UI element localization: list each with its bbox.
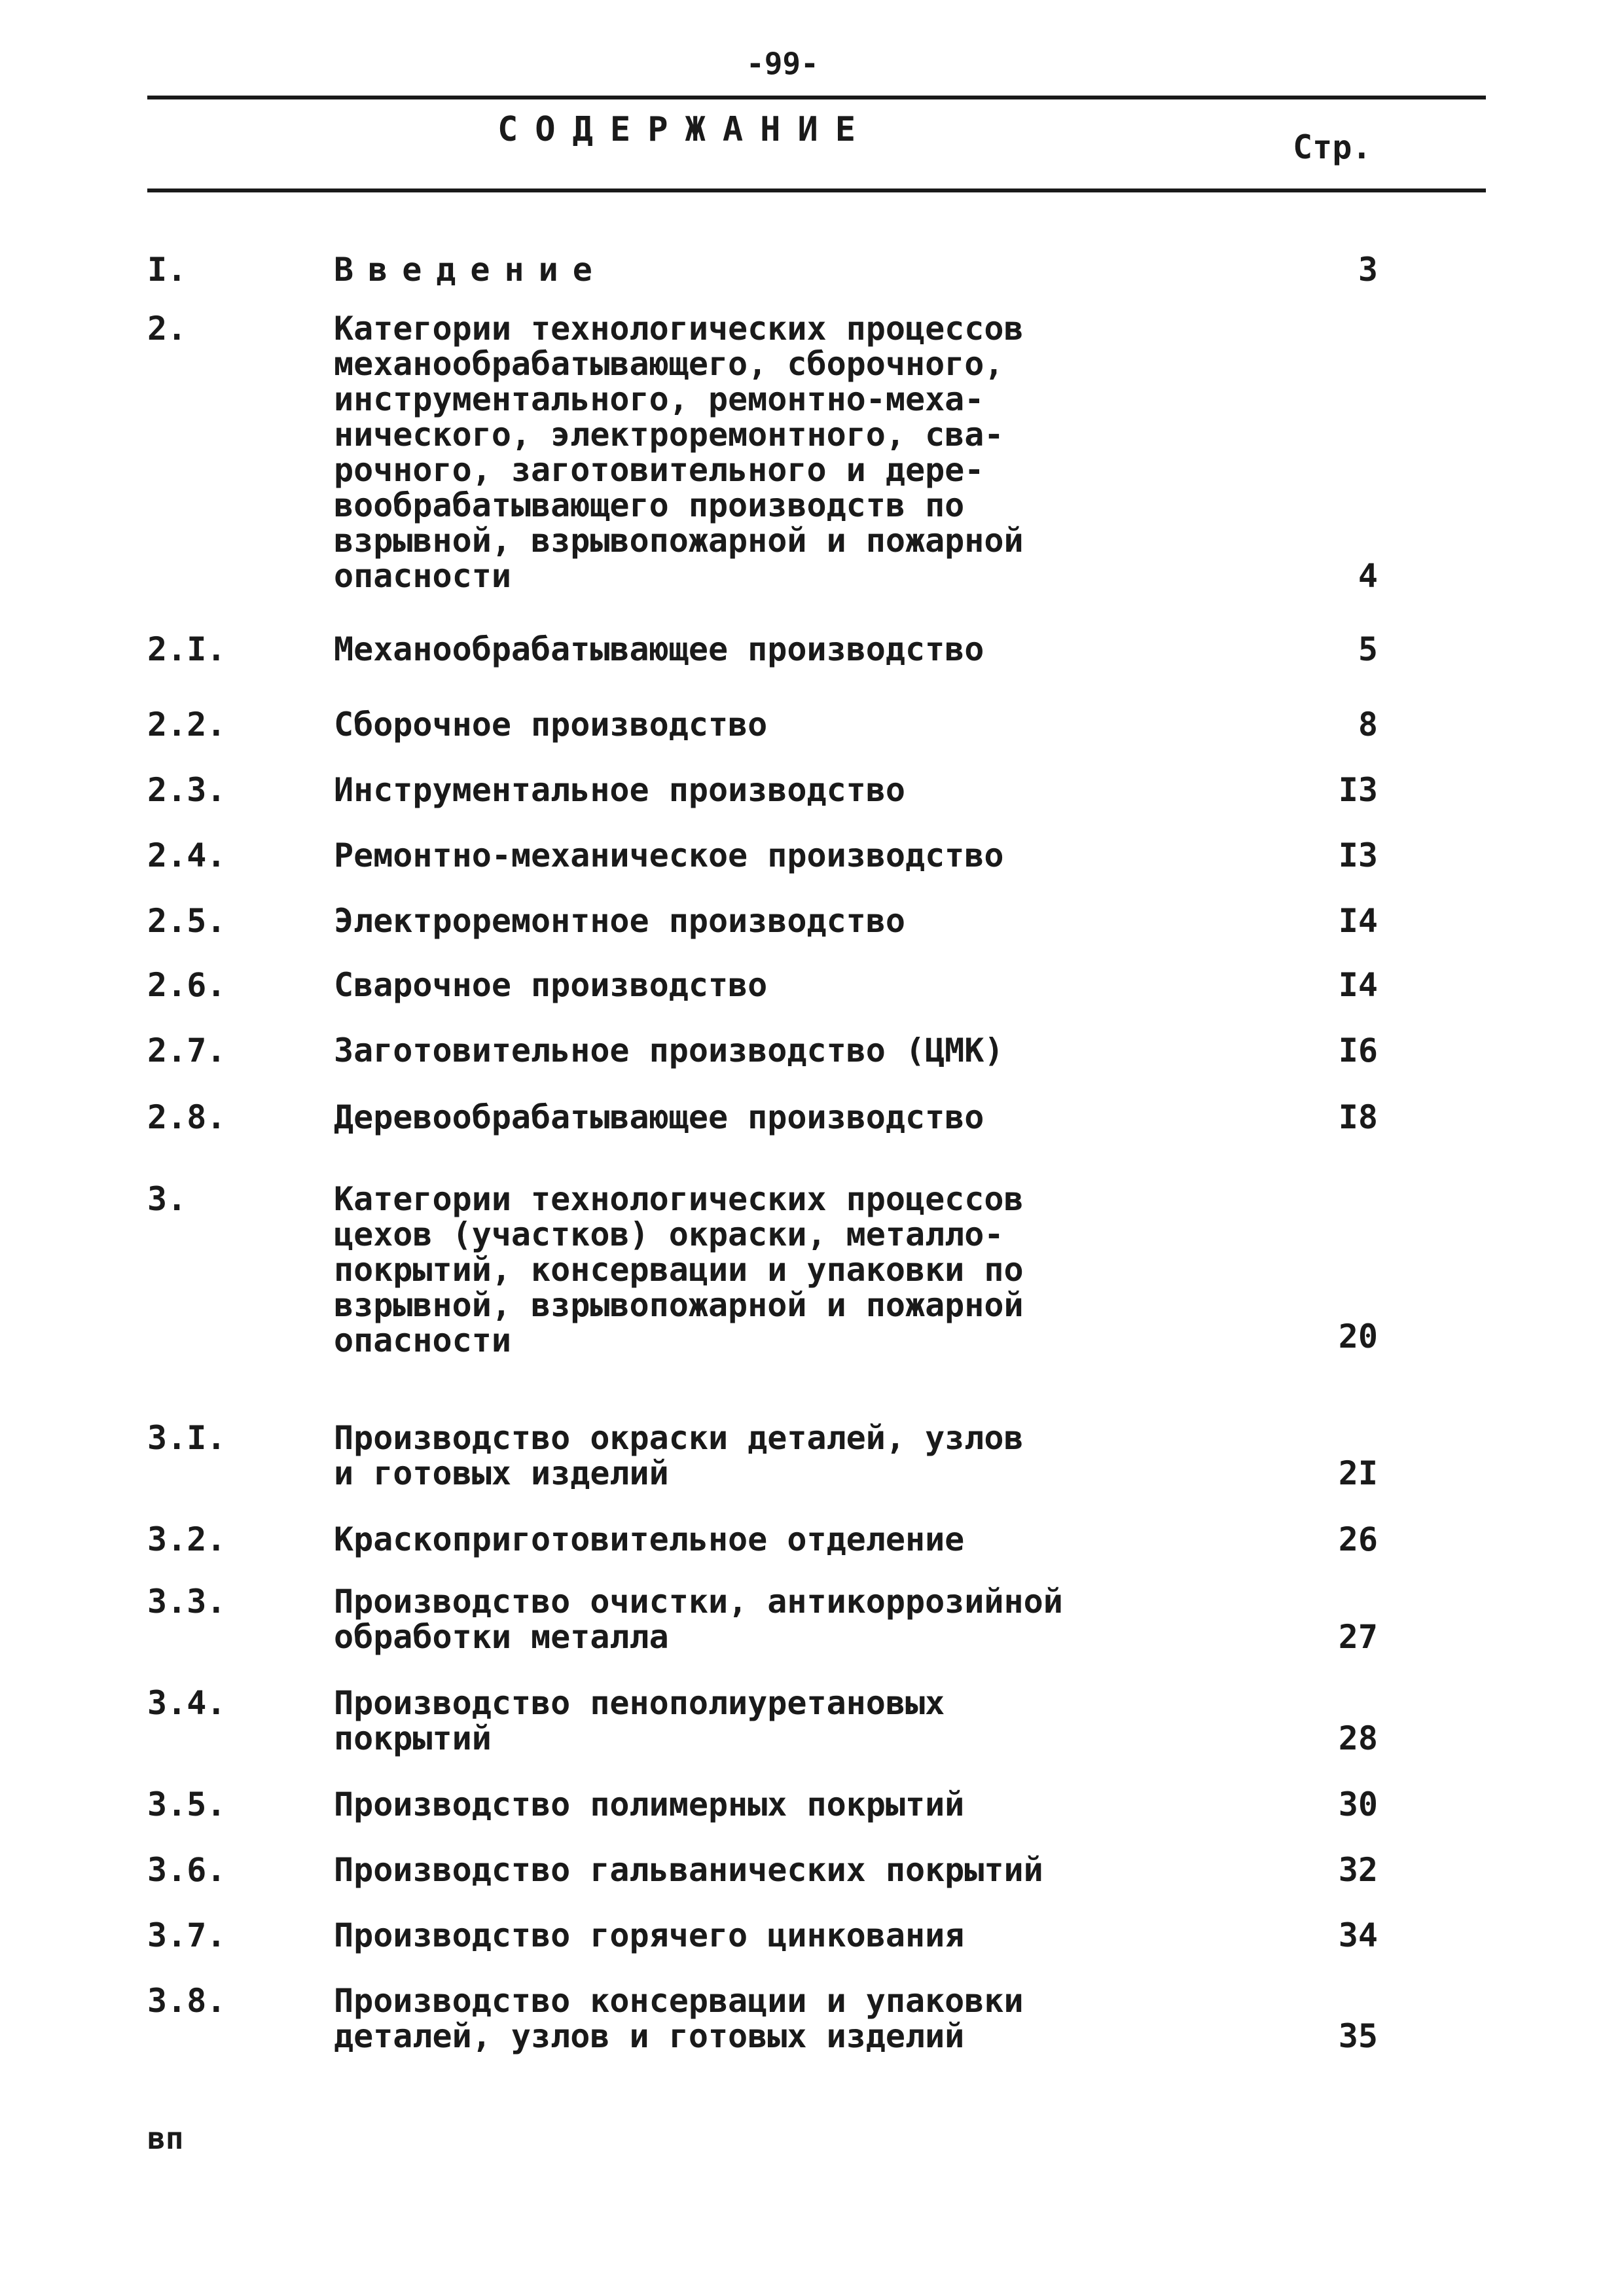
- toc-entry-page: 27: [1338, 1618, 1378, 1656]
- header-top-rule: [147, 96, 1486, 99]
- toc-entry-page: 20: [1338, 1318, 1378, 1355]
- toc-entry-page: 5: [1358, 630, 1378, 668]
- toc-entry-title: Краскоприготовительное отделение: [334, 1520, 965, 1558]
- toc-entry-number: 2.I.: [147, 630, 226, 668]
- header-bottom-rule: [147, 188, 1486, 192]
- toc-entry-title: Категории технологических процессов цехов (участков) окраски, металло- покрытий, консервации и упаковки по взрывной, взрывопожарной и пожарной опасности: [334, 1180, 1024, 1359]
- toc-entry-title: Производство окраски деталей, узлов и готовых изделий: [334, 1419, 1024, 1492]
- toc-entry-page: 32: [1338, 1851, 1378, 1889]
- toc-entry-page: I4: [1338, 966, 1378, 1004]
- toc-entry-title: Категории технологических процессов механообрабатывающего, сборочного, инструментального, ремонтно-меха- нического, электроремонтного, сва- рочного, заготовительного и дере- вообрабатывающего производств по взрывной, взрывопожарной и пожарной опасности: [334, 310, 1024, 595]
- toc-entry-number: 2.3.: [147, 771, 226, 809]
- toc-entry-number: 2.5.: [147, 902, 226, 940]
- toc-entry-title: Механообрабатывающее производство: [334, 630, 984, 668]
- toc-entry-page: 28: [1338, 1719, 1378, 1757]
- toc-entry-title: Заготовительное производство (ЦМК): [334, 1031, 1004, 1069]
- toc-entry-title: Инструментальное производство: [334, 771, 905, 809]
- toc-entry-number: 2.8.: [147, 1098, 226, 1136]
- toc-entry-number: 2.7.: [147, 1031, 226, 1069]
- toc-entry-page: 30: [1338, 1785, 1378, 1823]
- toc-entry-page: 8: [1358, 706, 1378, 744]
- toc-entry-title: Производство полимерных покрытий: [334, 1785, 965, 1823]
- toc-entry-title: Производство очистки, антикоррозийной обработки металла: [334, 1583, 1063, 1656]
- toc-entry-number: 3.6.: [147, 1851, 226, 1889]
- toc-entry-page: I3: [1338, 771, 1378, 809]
- toc-entry-number: I.: [147, 251, 187, 289]
- toc-entry-title: Производство гальванических покрытий: [334, 1851, 1043, 1889]
- page-number: -99-: [746, 46, 819, 81]
- toc-entry-title: Производство горячего цинкования: [334, 1916, 965, 1954]
- toc-entry-number: 2.6.: [147, 966, 226, 1004]
- toc-entry-page: 3: [1358, 251, 1378, 289]
- toc-entry-number: 2.4.: [147, 836, 226, 874]
- toc-entry-page: I6: [1338, 1031, 1378, 1069]
- toc-entry-title: Производство консервации и упаковки деталей, узлов и готовых изделий: [334, 1982, 1024, 2055]
- toc-entry-page: 26: [1338, 1520, 1378, 1558]
- toc-entry-number: 2.: [147, 310, 187, 348]
- toc-entry-page: 34: [1338, 1916, 1378, 1954]
- toc-entry-number: 2.2.: [147, 706, 226, 744]
- toc-entry-number: 3.4.: [147, 1684, 226, 1722]
- page-column-header: Стр.: [1293, 128, 1372, 166]
- toc-entry-number: 3.: [147, 1180, 187, 1218]
- toc-entry-page: 4: [1358, 557, 1378, 595]
- toc-entry-number: 3.3.: [147, 1583, 226, 1621]
- page-title: СОДЕРЖАНИЕ: [497, 110, 873, 149]
- toc-entry-number: 3.7.: [147, 1916, 226, 1954]
- toc-entry-number: 3.5.: [147, 1785, 226, 1823]
- toc-entry-title: Деревообрабатывающее производство: [334, 1098, 984, 1136]
- toc-entry-title: Ремонтно-механическое производство: [334, 836, 1004, 874]
- toc-entry-number: 3.2.: [147, 1520, 226, 1558]
- toc-entry-title: Введение: [334, 251, 607, 289]
- toc-entry-page: I8: [1338, 1098, 1378, 1136]
- toc-entry-page: 2I: [1338, 1454, 1378, 1492]
- toc-entry-title: Электроремонтное производство: [334, 902, 905, 940]
- toc-entry-title: Сборочное производство: [334, 706, 768, 744]
- toc-entry-page: I3: [1338, 836, 1378, 874]
- toc-entry-page: I4: [1338, 902, 1378, 940]
- toc-entry-title: Сварочное производство: [334, 966, 768, 1004]
- toc-entry-title: Производство пенополиуретановых покрытий: [334, 1684, 945, 1757]
- toc-entry-number: 3.I.: [147, 1419, 226, 1457]
- toc-entry-page: 35: [1338, 2017, 1378, 2055]
- footer-code: вп: [147, 2121, 184, 2156]
- toc-entry-number: 3.8.: [147, 1982, 226, 2020]
